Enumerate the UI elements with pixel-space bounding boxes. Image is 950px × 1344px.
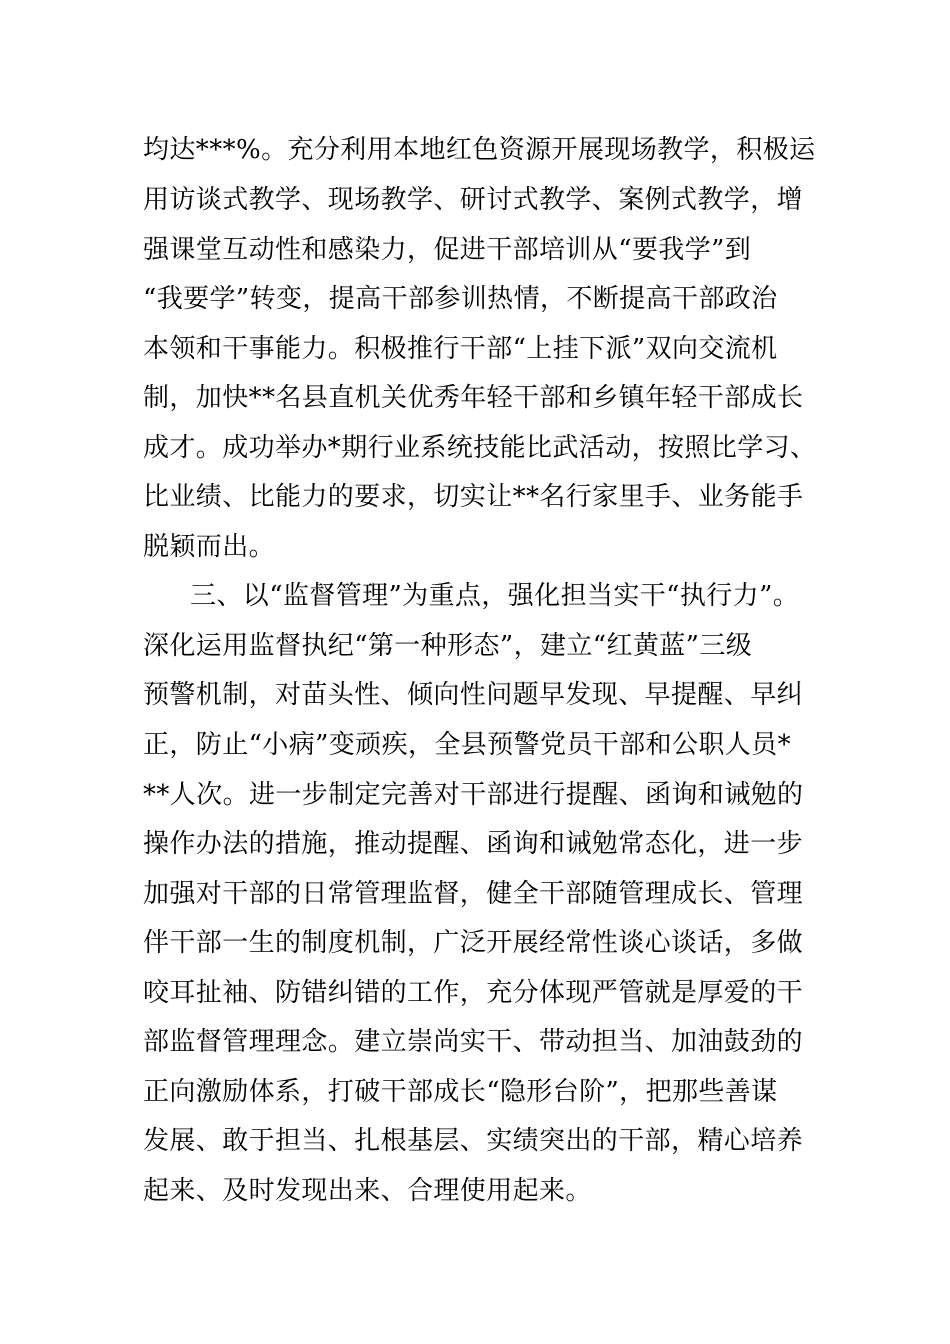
text-line: 均达***%。充分利用本地红色资源开展现场教学，积极运 [143,135,816,165]
text-line: 咬耳扯袖、防错纠错的工作，充分体现严管就是厚爱的干 [143,978,804,1008]
text-line: 脱颖而出。 [143,532,276,562]
text-line: **人次。进一步制定完善对干部进行提醒、函询和诫勉的 [143,780,804,810]
text-line: 部监督管理理念。建立崇尚实干、带动担当、加油鼓劲的 [143,1027,804,1057]
text-line: 深化运用监督执纪“第一种形态”，建立“红黄蓝”三级 [143,631,753,661]
text-line: 加强对干部的日常管理监督，健全干部随管理成长、管理 [143,879,804,909]
text-line: 强课堂互动性和感染力，促进干部培训从“要我学”到 [143,235,752,265]
text-line: 本领和干事能力。积极推行干部“上挂下派”双向交流机 [143,334,778,364]
text-line: 预警机制，对苗头性、倾向性问题早发现、早提醒、早纠 [143,680,804,710]
text-line: 正，防止“小病”变顽疾，全县预警党员干部和公职人员* [143,730,791,760]
text-line: 制，加快**名县直机关优秀年轻干部和乡镇年轻干部成长 [143,383,804,413]
text-line: 正向激励体系，打破干部成长“隐形台阶”，把那些善谋 [143,1077,778,1107]
text-line: 比业绩、比能力的要求，切实让**名行家里手、业务能手 [143,482,804,512]
text-line: 发展、敢于担当、扎根基层、实绩突出的干部，精心培养 [143,1126,804,1156]
section-heading: 三、以“监督管理”为重点，强化担当实干“执行力”。 [190,581,800,611]
text-line: 成才。成功举办*期行业系统技能比武活动，按照比学习、 [143,433,817,463]
text-line: 伴干部一生的制度机制，广泛开展经常性谈心谈话，多做 [143,928,804,958]
text-line: 操作办法的措施，推动提醒、函询和诫勉常态化，进一步 [143,829,804,859]
text-line: “我要学”转变，提高干部参训热情，不断提高干部政治 [143,284,778,314]
text-line: 用访谈式教学、现场教学、研讨式教学、案例式教学，增 [143,185,804,215]
text-line: 起来、及时发现出来、合理使用起来。 [143,1176,592,1206]
